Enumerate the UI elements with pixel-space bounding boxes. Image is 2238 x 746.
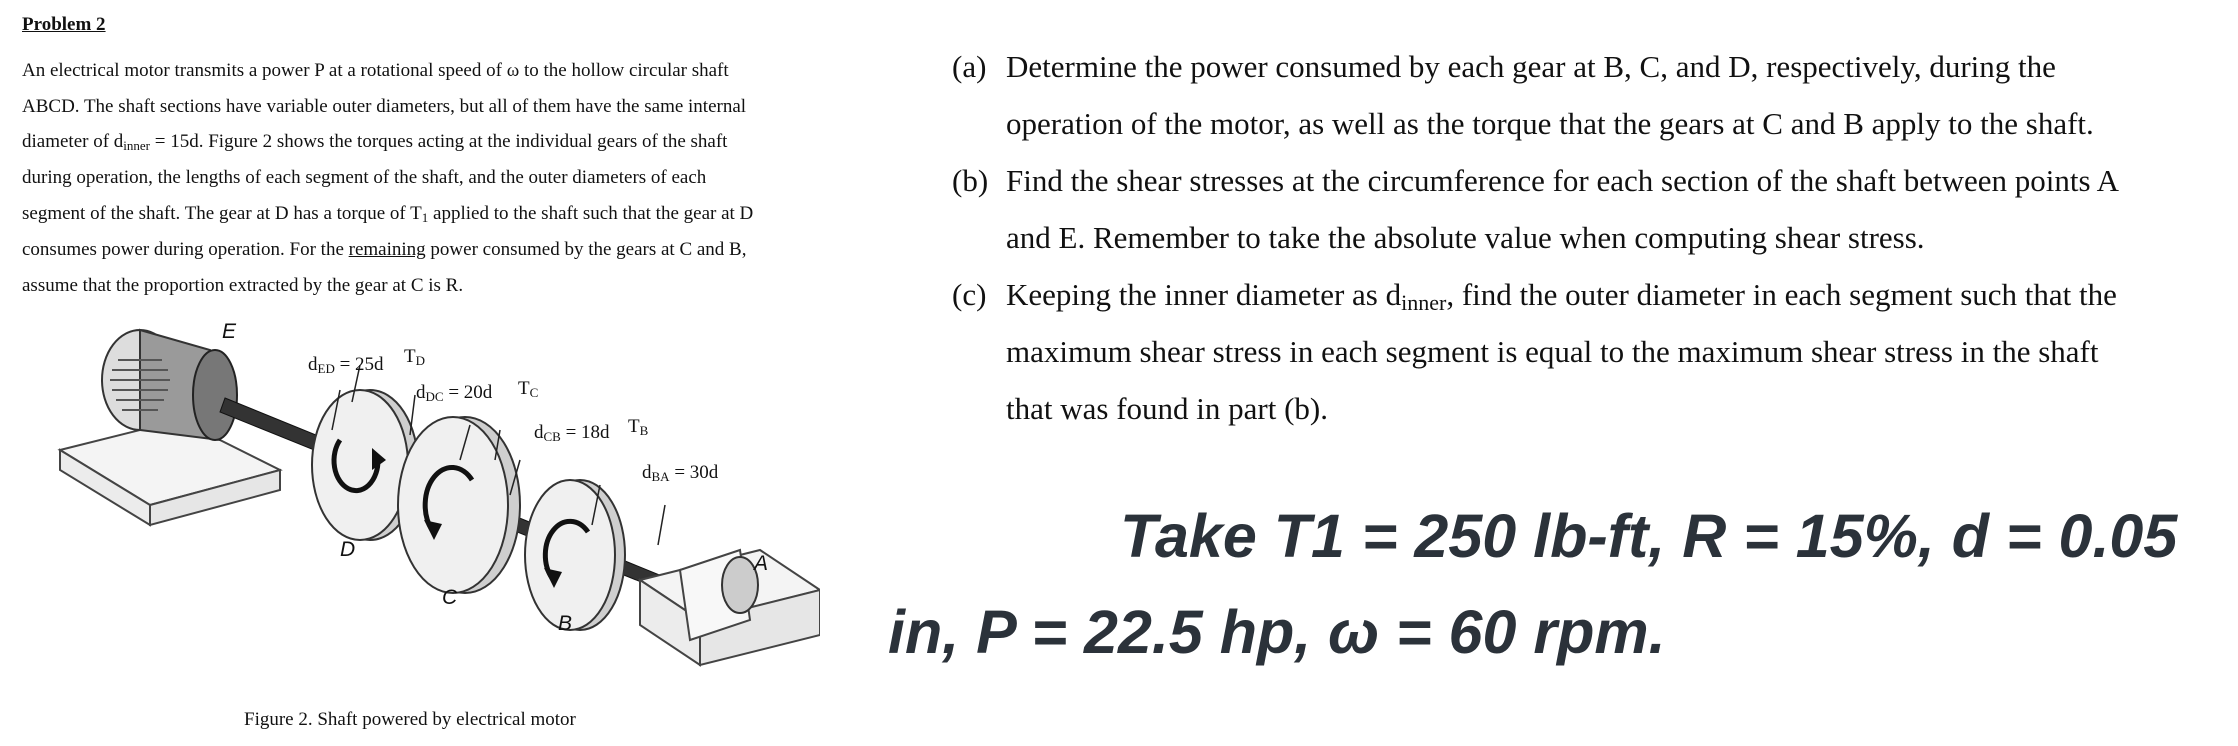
figure-caption: Figure 2. Shaft powered by electrical motor <box>244 709 576 730</box>
part-a: (a) Determine the power consumed by each gear at B, C, and D, respectively, during the operation of the motor, as well as the torque that the gears at C and B apply to the shaft. <box>952 38 2222 152</box>
given-line-2: in, P = 22.5 hp, ω = 60 rpm. <box>888 598 1666 666</box>
question-parts <box>952 38 2222 437</box>
shaft-drawing <box>40 320 820 700</box>
dim-cb-label: $d_{CB} = 18d$ <box>534 422 610 444</box>
problem-statement <box>22 14 842 303</box>
problem-line: segment of the shaft. The gear at D has a torque of $T_1$ applied to the shaft such that the gear at D <box>22 202 754 225</box>
part-c: (c) Keeping the inner diameter as $d_{inner}$, find the outer diameter in each segment such that the maximum shear stress in each segment is equal to the maximum shear stress in the shaft that was found in part (b). <box>952 266 2222 437</box>
problem-paragraph <box>22 53 842 304</box>
dim-ed-label: $d_{ED} = 25d$ <box>308 354 384 376</box>
problem-line: diameter of $d_{inner} = 15d$. Figure 2 shows the torques acting at the individual gears of the shaft <box>22 131 728 154</box>
point-b-label: B <box>558 612 573 635</box>
dim-ba-label: $d_{BA} = 30d$ <box>642 462 719 484</box>
gear-b <box>525 480 625 630</box>
given-line-1: Take T1 = 250 lb-ft, R = 15%, d = 0.05 <box>1120 502 2178 570</box>
part-tag: (b) <box>952 163 989 198</box>
point-d-label: D <box>340 538 356 561</box>
part-tag: (a) <box>952 49 987 84</box>
torque-c-label: $T_C$ <box>518 378 539 400</box>
part-b: (b) Find the shear stresses at the circumference for each section of the shaft between points A and E. Remember to take the absolute value when computing shear stress. <box>952 152 2222 266</box>
point-e-label: E <box>222 320 237 343</box>
dim-dc-label: $d_{DC} = 20d$ <box>416 382 493 404</box>
torque-b-label: $T_B$ <box>628 416 649 438</box>
problem-title: Problem 2 <box>22 14 106 35</box>
shaft-figure <box>40 320 820 700</box>
point-a-label: A <box>754 552 769 575</box>
torque-d-label: $T_D$ <box>404 346 425 368</box>
problem-line: assume that the proportion extracted by the gear at C is R. <box>22 274 464 296</box>
problem-line: during operation, the lengths of each segment of the shaft, and the outer diameters of each <box>22 167 707 189</box>
problem-line: An electrical motor transmits a power P at a rotational speed of ω to the hollow circular shaft <box>22 59 729 81</box>
problem-line: ABCD. The shaft sections have variable outer diameters, but all of them have the same internal <box>22 95 747 117</box>
gear-c <box>398 417 520 593</box>
problem-line: consumes power during operation. For the remaining power consumed by the gears at C and B, <box>22 238 747 260</box>
part-tag: (c) <box>952 277 987 312</box>
given-values <box>888 488 2228 680</box>
point-c-label: C <box>442 586 458 609</box>
